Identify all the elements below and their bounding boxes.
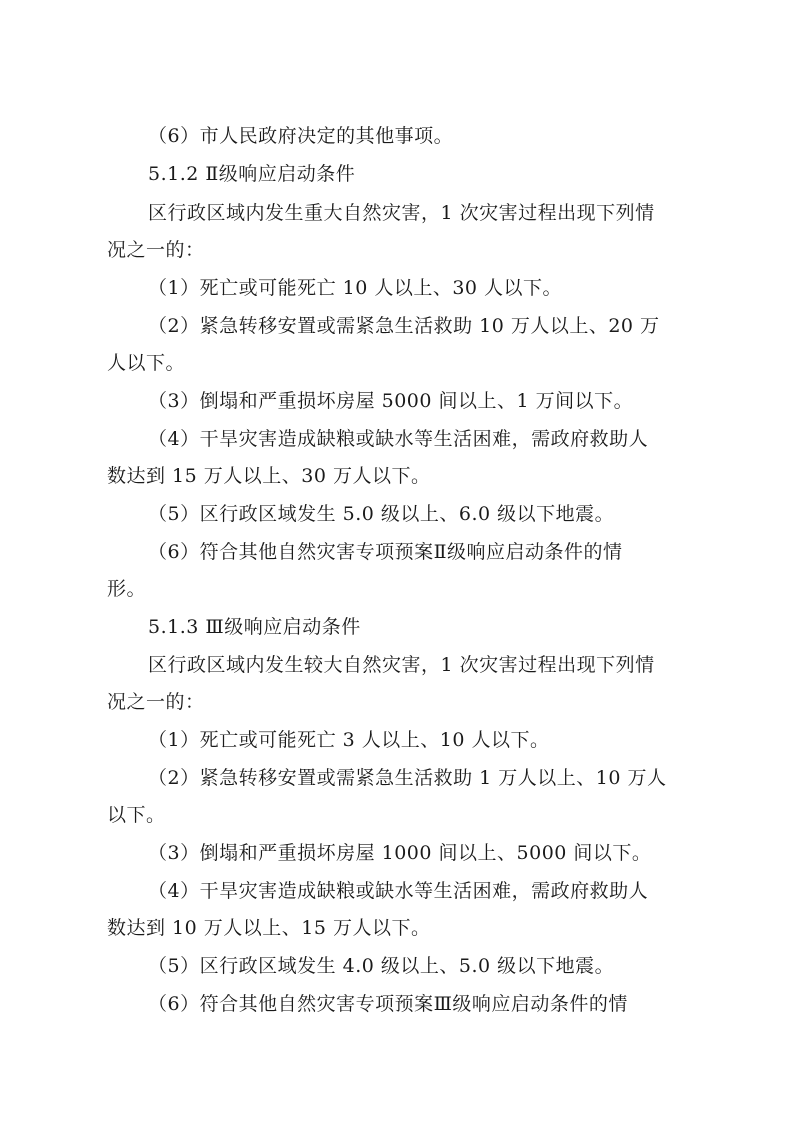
text-line: （6）市人民政府决定的其他事项。 (148, 125, 454, 147)
text-line: （2）紧急转移安置或需紧急生活救助 10 万人以上、20 万 (148, 315, 660, 337)
text-line: 况之一的： (107, 691, 205, 713)
section-heading: 5.1.2 Ⅱ级响应启动条件 (148, 163, 356, 185)
text-line: （2）紧急转移安置或需紧急生活救助 1 万人以上、10 万人 (148, 767, 667, 789)
text-line: （1）死亡或可能死亡 10 人以上、30 人以下。 (148, 277, 563, 299)
text-line: 人以下。 (107, 352, 186, 374)
text-line: （4）干旱灾害造成缺粮或缺水等生活困难，需政府救助人 (148, 428, 649, 450)
text-line: （6）符合其他自然灾害专项预案Ⅱ级响应启动条件的情 (148, 541, 623, 563)
text-line: 以下。 (107, 804, 166, 826)
section-heading: 5.1.3 Ⅲ级响应启动条件 (148, 616, 361, 638)
text-line: 数达到 10 万人以上、15 万人以下。 (107, 917, 431, 939)
text-line: 数达到 15 万人以上、30 万人以下。 (107, 465, 431, 487)
text-line: （4）干旱灾害造成缺粮或缺水等生活困难，需政府救助人 (148, 880, 649, 902)
text-line: 区行政区域内发生重大自然灾害，1 次灾害过程出现下列情 (148, 202, 655, 224)
text-line: （3）倒塌和严重损坏房屋 1000 间以上、5000 间以下。 (148, 842, 652, 864)
text-line: 区行政区域内发生较大自然灾害，1 次灾害过程出现下列情 (148, 654, 655, 676)
text-line: 况之一的： (107, 239, 205, 261)
text-line: 形。 (107, 578, 147, 600)
text-line: （5）区行政区域发生 4.0 级以上、5.0 级以下地震。 (148, 955, 615, 977)
text-line: （1）死亡或可能死亡 3 人以上、10 人以下。 (148, 729, 550, 751)
text-line: （5）区行政区域发生 5.0 级以上、6.0 级以下地震。 (148, 503, 615, 525)
text-line: （3）倒塌和严重损坏房屋 5000 间以上、1 万间以下。 (148, 390, 634, 412)
text-line: （6）符合其他自然灾害专项预案Ⅲ级响应启动条件的情 (148, 993, 628, 1015)
